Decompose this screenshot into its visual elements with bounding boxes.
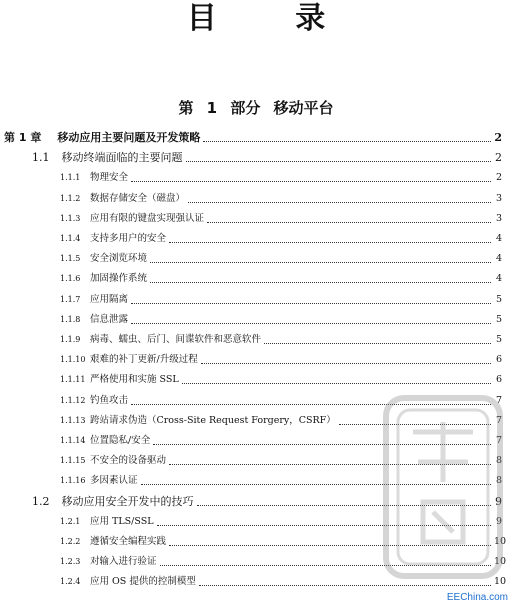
dot-leader: [153, 444, 491, 445]
toc-entry-sub: [60, 534, 507, 550]
toc-entry-title: 安全浏览环境: [90, 253, 148, 265]
dot-leader: [201, 363, 491, 364]
toc-entry-page: 9: [495, 494, 502, 508]
dot-leader: [264, 343, 491, 344]
toc-entry-number: 1.1.12: [60, 395, 86, 405]
toc-entry-page: 7: [495, 394, 502, 406]
toc-entry-sub: [60, 211, 502, 227]
toc-entry-number: 1.1.7: [60, 294, 81, 304]
toc-entry-number: 1.1.1: [60, 173, 81, 183]
toc-entry-title: 病毒、蠕虫、后门、间谍软件和恶意软件: [90, 334, 262, 345]
dot-leader: [169, 464, 491, 465]
toc-entry-number: 1.1.13: [60, 415, 86, 425]
dot-leader: [169, 242, 491, 243]
toc-entry-sub: [60, 191, 502, 207]
toc-entry-title: 艰难的补丁更新/升级过程: [90, 354, 198, 366]
toc-entry-page: 8: [495, 475, 502, 487]
page-title: 目 录: [186, 1, 360, 36]
toc-entry-title: 钓鱼攻击: [90, 394, 129, 406]
toc-entry-page: 4: [495, 233, 502, 244]
toc-entry-number: 1.1.4: [60, 234, 81, 243]
dot-leader: [207, 222, 491, 223]
toc-entry-title: 位置隐私/安全: [90, 435, 151, 446]
dot-leader: [186, 161, 492, 162]
toc-entry-title: 对输入进行验证: [90, 556, 157, 568]
toc-entry-sub: [60, 473, 502, 489]
toc-entry-number: 1.1.10: [60, 355, 86, 365]
toc-entry-title: 信息泄露: [90, 313, 129, 325]
toc-entry-number: 1.1.15: [60, 456, 86, 466]
toc-entry-number: 1.1.8: [60, 314, 81, 324]
dot-leader: [157, 525, 491, 526]
toc-entry-page: 4: [495, 253, 502, 265]
toc-entry-number: 1.1.9: [60, 335, 81, 344]
toc-entry-title: 跨站请求伪造（Cross-Site Request Forgery，CSRF）: [90, 414, 336, 426]
toc-entry-sub: [60, 231, 502, 247]
toc-entry-sub: [60, 453, 502, 469]
dot-leader: [131, 181, 491, 182]
toc-entry-sub: [60, 312, 502, 328]
toc-entry-title: 不安全的设备驱动: [90, 455, 167, 467]
toc-entry-page: 8: [495, 455, 502, 467]
toc-entry-page: 5: [495, 313, 502, 325]
toc-entry-page: 7: [495, 435, 502, 446]
toc-entry-number: 1.2.4: [60, 577, 81, 587]
toc-entry-sub: [60, 554, 507, 570]
toc-entry-title: 应用 TLS/SSL: [90, 515, 154, 527]
toc-entry-page: 6: [495, 374, 502, 386]
toc-entry-title: 多因素认证: [90, 475, 138, 487]
toc-entry-page: 6: [495, 354, 502, 366]
dot-leader: [188, 202, 491, 203]
site-badge: EEChina.com: [446, 592, 508, 603]
toc-entry-sub: [60, 271, 502, 287]
dot-leader: [150, 262, 491, 263]
toc-entry-sub: [60, 332, 502, 348]
toc-entry-section: [32, 494, 502, 510]
toc-entry-number: 1.1.2: [60, 193, 81, 203]
toc-entry-number: 1.1.3: [60, 213, 81, 223]
toc-entry-title: 应用有限的键盘实现强认证: [90, 212, 205, 224]
dot-leader: [197, 505, 492, 506]
toc-entry-number: 1.1.5: [60, 254, 81, 264]
toc-entry-sub: [60, 292, 502, 308]
dot-leader: [169, 545, 491, 546]
toc-entry-page: 4: [495, 273, 502, 285]
toc-entry-title: 应用隔离: [90, 293, 129, 305]
toc-entry-title: 移动应用主要问题及开发策略: [57, 131, 201, 144]
toc-entry-title: 物理安全: [90, 172, 129, 184]
dot-leader: [339, 424, 491, 425]
dot-leader: [150, 282, 491, 283]
toc-entry-chapter: [4, 130, 502, 146]
toc-entry-sub: [60, 372, 502, 388]
toc-entry-number: 1.2.3: [60, 557, 81, 567]
toc-entry-title: 数据存储安全（磁盘）: [90, 192, 186, 204]
toc-entry-page: 2: [495, 151, 502, 165]
toc-entry-number: 1.1.6: [60, 274, 81, 284]
toc-entry-title: 移动终端面临的主要问题: [61, 151, 183, 165]
toc-entry-page: 9: [495, 515, 502, 527]
toc-entry-number: 1.1.14: [60, 436, 86, 445]
toc-entry-page: 2: [494, 131, 502, 144]
toc-entry-page: 2: [495, 172, 502, 184]
toc-entry-number: 1.2.2: [60, 537, 81, 546]
dot-leader: [131, 303, 491, 304]
toc-entry-page: 3: [495, 212, 502, 224]
toc-entry-sub: [60, 514, 502, 530]
dot-leader: [160, 565, 491, 566]
toc-entry-sub: [60, 352, 502, 368]
toc-entry-number: 1.2.1: [60, 516, 81, 526]
dot-leader: [141, 484, 491, 485]
toc-entry-page: 5: [495, 334, 502, 345]
toc-entry-number: 1.1: [32, 151, 50, 165]
dot-leader: [203, 141, 491, 142]
toc-entry-sub: [60, 393, 502, 409]
toc-entry-title: 严格使用和实施 SSL: [90, 374, 179, 386]
toc-entry-sub: [60, 433, 502, 449]
toc-entry-page: 10: [494, 556, 507, 568]
toc-entry-title: 支持多用户的安全: [90, 233, 167, 244]
toc-entry-page: 3: [495, 192, 502, 204]
toc-entry-number: 1.1.11: [60, 375, 86, 385]
dot-leader: [131, 404, 491, 405]
toc-entry-sub: [60, 251, 502, 267]
toc-entry-number: 1.2: [32, 494, 50, 508]
dot-leader: [199, 585, 491, 586]
toc-entry-number: 第 1 章: [4, 131, 42, 144]
dot-leader: [182, 383, 491, 384]
toc-entry-title: 应用 OS 提供的控制模型: [90, 576, 196, 588]
part-title: 第 1 部分 移动平台: [178, 99, 334, 117]
toc-entry-section: [32, 150, 502, 166]
toc-entry-title: 遵循安全编程实践: [90, 536, 167, 547]
toc-entry-sub: [60, 574, 507, 590]
toc-entry-title: 加固操作系统: [90, 273, 148, 285]
toc-entry-page: 10: [494, 576, 507, 588]
toc-entry-sub: [60, 413, 502, 429]
toc-entry-number: 1.1.16: [60, 476, 86, 486]
toc-entry-page: 5: [495, 293, 502, 305]
toc-entry-page: 7: [495, 414, 502, 426]
toc-entry-title: 移动应用安全开发中的技巧: [61, 494, 194, 508]
dot-leader: [131, 323, 491, 324]
toc-entry-sub: [60, 170, 502, 186]
toc-entry-page: 10: [494, 536, 507, 547]
